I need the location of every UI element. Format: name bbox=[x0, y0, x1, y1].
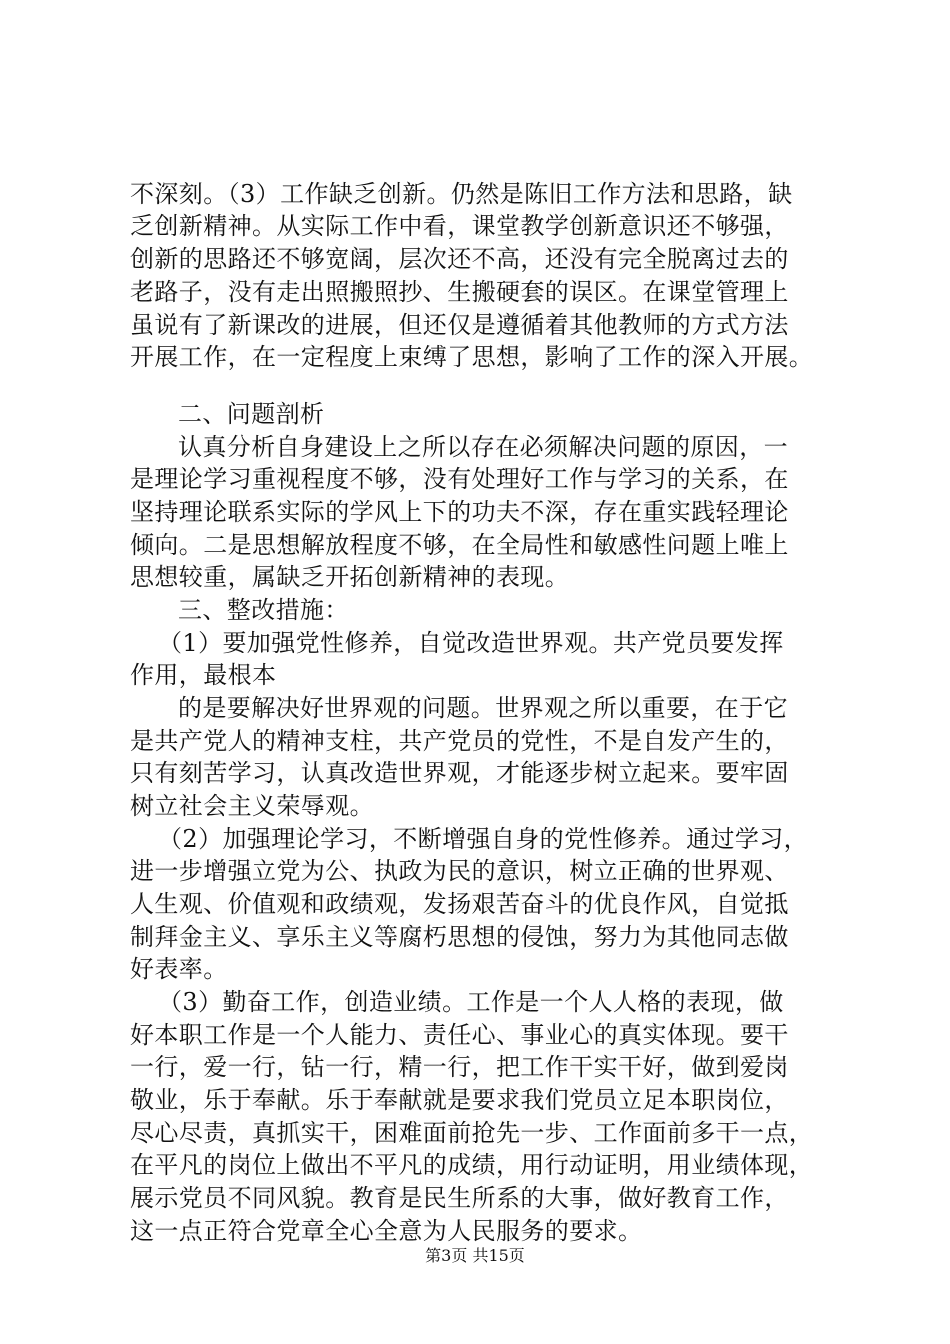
text-line: 进一步增强立党为公、执政为民的意识，树立正确的世界观、 bbox=[130, 857, 789, 885]
text-line: 老路子，没有走出照搬照抄、生搬硬套的误区。在课堂管理上 bbox=[130, 278, 789, 306]
text-line: 虽说有了新课改的进展，但还仅是遵循着其他教师的方式方法 bbox=[130, 311, 789, 339]
text-line: 是共产党人的精神支柱，共产党员的党性，不是自发产生的， bbox=[130, 727, 789, 755]
text-line: 这一点正符合党章全心全意为人民服务的要求。 bbox=[130, 1217, 643, 1245]
text-line: （2）加强理论学习，不断增强自身的党性修养。通过学习， bbox=[158, 825, 809, 853]
text-line: 的是要解决好世界观的问题。世界观之所以重要，在于它 bbox=[178, 694, 788, 722]
text-line: 一行，爱一行，钻一行，精一行，把工作干实干好，做到爱岗 bbox=[130, 1053, 789, 1081]
section-heading: 三、整改措施： bbox=[178, 596, 349, 624]
text-line: 好表率。 bbox=[130, 955, 228, 983]
text-line: 思想较重，属缺乏开拓创新精神的表现。 bbox=[130, 563, 570, 591]
text-line: 坚持理论联系实际的学风上下的功夫不深，存在重实践轻理论 bbox=[130, 498, 789, 526]
text-line: 是理论学习重视程度不够，没有处理好工作与学习的关系，在 bbox=[130, 465, 789, 493]
text-line: 创新的思路还不够宽阔，层次还不高，还没有完全脱离过去的 bbox=[130, 245, 789, 273]
text-line: （1）要加强党性修养，自觉改造世界观。共产党员要发挥 bbox=[158, 629, 784, 657]
text-line: 树立社会主义荣辱观。 bbox=[130, 792, 374, 820]
text-line: 人生观、价值观和政绩观，发扬艰苦奋斗的优良作风，自觉抵 bbox=[130, 890, 789, 918]
text-line: 好本职工作是一个人能力、责任心、事业心的真实体现。要干 bbox=[130, 1021, 789, 1049]
text-line: 展示党员不同风貌。教育是民生所系的大事，做好教育工作， bbox=[130, 1184, 789, 1212]
text-line: 只有刻苦学习，认真改造世界观，才能逐步树立起来。要牢固 bbox=[130, 759, 789, 787]
text-line: 敬业，乐于奉献。乐于奉献就是要求我们党员立足本职岗位， bbox=[130, 1086, 789, 1114]
text-line: 认真分析自身建设上之所以存在必须解决问题的原因，一 bbox=[178, 433, 788, 461]
text-line: 乏创新精神。从实际工作中看，课堂教学创新意识还不够强， bbox=[130, 212, 789, 240]
page-number-footer: 第3页 共15页 bbox=[425, 1246, 525, 1265]
text-line: 倾向。二是思想解放程度不够，在全局性和敏感性问题上唯上 bbox=[130, 531, 789, 559]
text-line: 制拜金主义、享乐主义等腐朽思想的侵蚀，努力为其他同志做 bbox=[130, 923, 789, 951]
text-line: 不深刻。（3）工作缺乏创新。仍然是陈旧工作方法和思路，缺 bbox=[130, 180, 793, 208]
text-line: 作用，最根本 bbox=[130, 661, 277, 689]
section-heading: 二、问题剖析 bbox=[178, 400, 325, 428]
text-line: （3）勤奋工作，创造业绩。工作是一个人人格的表现，做 bbox=[158, 988, 784, 1016]
text-line: 开展工作，在一定程度上束缚了思想，影响了工作的深入开展。 bbox=[130, 343, 814, 371]
text-line: 尽心尽责，真抓实干，困难面前抢先一步、工作面前多干一点， bbox=[130, 1119, 814, 1147]
text-line: 在平凡的岗位上做出不平凡的成绩，用行动证明，用业绩体现， bbox=[130, 1151, 814, 1179]
